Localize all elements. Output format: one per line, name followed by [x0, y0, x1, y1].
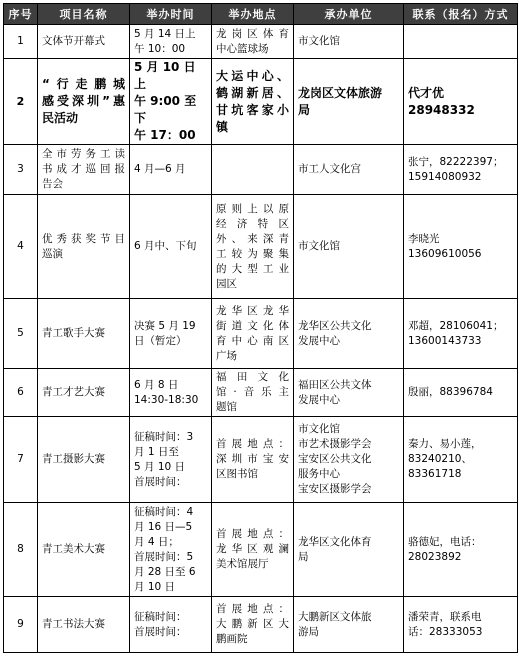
cell-no: 3 — [4, 145, 38, 195]
cell-line: 6 月 8 日 — [134, 378, 179, 391]
cell-line: 大鹏新区大 — [216, 618, 289, 630]
cell-line: 83361718 — [408, 468, 462, 480]
cell-line: 广场 — [216, 349, 237, 362]
cell-project-name — [38, 145, 130, 195]
cell-contact — [404, 59, 518, 145]
cell-line: 28948332 — [408, 102, 475, 117]
cell-contact — [404, 369, 518, 417]
cell-line: 李晓光 — [408, 232, 440, 245]
header-contact: 联系（报名）方式 — [404, 4, 518, 25]
cell-line: 青工美术大赛 — [42, 543, 105, 555]
cell-line: 征稿时间：3 — [134, 430, 194, 443]
cell-time — [130, 25, 212, 59]
cell-organizer — [294, 59, 404, 145]
cell-place — [212, 369, 294, 417]
cell-contact — [404, 299, 518, 369]
cell-line: 28023892 — [408, 550, 462, 563]
cell-line: 5 月 10 日上 — [134, 60, 196, 91]
header-row — [4, 4, 518, 25]
cell-line: 美术馆展厅 — [216, 558, 269, 570]
cell-line: 龙华区文化体育 — [298, 535, 372, 548]
cell-time — [130, 195, 212, 299]
cell-place — [212, 25, 294, 59]
cell-contact — [404, 25, 518, 59]
cell-line: 原则上以原 — [216, 202, 289, 215]
cell-line: 月 28 日至 6 — [134, 565, 196, 578]
cell-line: 秦力、易小莲， — [408, 438, 482, 450]
cell-line: 大鹏新区文体旅 — [298, 610, 372, 623]
cell-project-name — [38, 59, 130, 145]
cell-line: 甘坑客家小 — [216, 102, 289, 117]
cell-line: 青工摄影大赛 — [42, 453, 105, 465]
cell-organizer — [294, 369, 404, 417]
cell-place — [212, 299, 294, 369]
cell-line: 青工书法大赛 — [42, 618, 105, 630]
cell-place — [212, 59, 294, 145]
table-row — [4, 59, 518, 145]
cell-line: 服务中心 — [298, 468, 340, 480]
cell-line: 征稿时间： — [134, 610, 187, 623]
table-row — [4, 195, 518, 299]
cell-project-name — [38, 503, 130, 597]
table-row — [4, 25, 518, 59]
cell-contact — [404, 597, 518, 653]
cell-contact — [404, 195, 518, 299]
cell-line: 月 16 日—5 — [134, 520, 193, 533]
cell-organizer — [294, 195, 404, 299]
cell-no: 8 — [4, 503, 38, 597]
cell-time — [130, 59, 212, 145]
cell-line: 大运中心、 — [216, 68, 289, 83]
cell-no: 2 — [4, 59, 38, 145]
cell-line: 首展地点： — [216, 528, 289, 540]
table-row — [4, 597, 518, 653]
cell-contact — [404, 145, 518, 195]
table-row — [4, 503, 518, 597]
cell-line: 民活动 — [42, 111, 79, 125]
header-project-name: 项目名称 — [38, 4, 130, 25]
table-row — [4, 369, 518, 417]
cell-line: 5 月 10 日 — [134, 460, 186, 473]
cell-line: 外、来深青 — [216, 232, 289, 245]
cell-time — [130, 299, 212, 369]
header-no: 序号 — [4, 4, 38, 25]
cell-line: 经济特区 — [216, 217, 289, 230]
cell-line: 征稿时间：4 — [134, 505, 194, 518]
cell-contact — [404, 503, 518, 597]
cell-line: 6 月中、下旬 — [134, 240, 197, 252]
cell-line: 游局 — [298, 625, 319, 638]
table-row — [4, 417, 518, 503]
cell-project-name — [38, 597, 130, 653]
cell-line: 巡演 — [42, 247, 63, 260]
cell-organizer — [294, 299, 404, 369]
cell-place — [212, 503, 294, 597]
cell-line: 首展时间：5 — [134, 550, 194, 563]
cell-organizer — [294, 597, 404, 653]
cell-line: 园区 — [216, 277, 237, 290]
cell-line: 潘荣青，联系电 — [408, 610, 482, 623]
cell-line: 发展中心 — [298, 393, 340, 406]
cell-line: 13600143733 — [408, 334, 482, 347]
cell-line: 街道文化体 — [216, 319, 289, 332]
header-place: 举办地点 — [212, 4, 294, 25]
header-time: 举办时间 — [130, 4, 212, 25]
cell-line: 午 17：00 — [134, 128, 196, 142]
cell-line: 市艺术摄影学会 — [298, 438, 372, 450]
cell-line: 青工歌手大赛 — [42, 327, 105, 339]
cell-no: 5 — [4, 299, 38, 369]
table-row — [4, 299, 518, 369]
cell-line: 市文化馆 — [298, 240, 340, 252]
cell-organizer — [294, 417, 404, 503]
activity-table — [3, 3, 518, 653]
cell-line: 5 月 14 日上 — [134, 27, 196, 40]
cell-line: 工较为聚集 — [216, 247, 289, 260]
cell-place — [212, 195, 294, 299]
cell-line: 馆·音乐主 — [216, 386, 289, 398]
cell-place — [212, 145, 294, 195]
cell-line: 代才优 — [408, 85, 445, 100]
cell-line: 市文化馆 — [298, 423, 340, 435]
cell-line: 中心篮球场 — [216, 42, 269, 55]
cell-no: 4 — [4, 195, 38, 299]
cell-line: 4 月—6 月 — [134, 163, 186, 175]
cell-line: 14:30-18:30 — [134, 393, 199, 406]
cell-line: 15914080932 — [408, 170, 482, 183]
cell-line: 决赛 5 月 19 — [134, 319, 196, 332]
cell-organizer — [294, 503, 404, 597]
cell-line: 首展地点： — [216, 603, 289, 615]
cell-line: 张宁，82222397； — [408, 155, 504, 168]
cell-line: 首展地点： — [216, 438, 289, 450]
header-organizer: 承办单位 — [294, 4, 404, 25]
cell-line: 话：28333053 — [408, 625, 483, 638]
cell-line: 首展时间： — [134, 475, 187, 488]
cell-place — [212, 417, 294, 503]
cell-line: 局 — [298, 550, 309, 563]
cell-line: 月 10 日 — [134, 580, 176, 593]
cell-line — [216, 162, 289, 177]
cell-line: 龙岗区体育 — [216, 27, 289, 40]
cell-time — [130, 417, 212, 503]
cell-no: 1 — [4, 25, 38, 59]
cell-time — [130, 597, 212, 653]
cell-line: 告会 — [42, 178, 63, 190]
cell-line: “行走鹏城 — [42, 77, 125, 91]
cell-line: 宝安区摄影学会 — [298, 483, 372, 495]
cell-line: 鹏画院 — [216, 633, 248, 645]
cell-no: 9 — [4, 597, 38, 653]
cell-time — [130, 503, 212, 597]
cell-line: 日（暂定） — [134, 334, 187, 347]
cell-line: 书成才巡回报 — [42, 163, 125, 175]
cell-line: 邓超，28106041； — [408, 319, 504, 332]
cell-line: 全市劳务工读 — [42, 148, 125, 160]
cell-line: 市工人文化宫 — [298, 163, 361, 175]
cell-place — [212, 597, 294, 653]
cell-line: 优秀获奖节目 — [42, 232, 125, 245]
cell-line: 龙华区观澜 — [216, 543, 289, 555]
cell-line: 市文化馆 — [298, 35, 340, 47]
cell-line: 宝安区公共文化 — [298, 453, 372, 465]
cell-no: 6 — [4, 369, 38, 417]
cell-organizer — [294, 25, 404, 59]
cell-no: 7 — [4, 417, 38, 503]
cell-line: 午 9:00 至下 — [134, 94, 197, 125]
cell-line: 月 1 日至 — [134, 445, 179, 458]
cell-line — [408, 34, 513, 49]
cell-line: 骆德妃，电话： — [408, 535, 482, 548]
cell-project-name — [38, 195, 130, 299]
cell-line: 龙岗区文体旅游 — [298, 85, 383, 100]
table-body — [4, 25, 518, 653]
cell-line: 镇 — [216, 119, 229, 134]
cell-line: 午 10：00 — [134, 42, 186, 55]
cell-contact — [404, 417, 518, 503]
cell-line: 13609610056 — [408, 247, 482, 260]
cell-line: 青工才艺大赛 — [42, 386, 105, 398]
cell-project-name — [38, 25, 130, 59]
cell-line: 文体节开幕式 — [42, 35, 105, 47]
cell-line: 题馆 — [216, 401, 237, 413]
cell-line: 深圳市宝安 — [216, 453, 289, 465]
table-row — [4, 145, 518, 195]
cell-line: 区图书馆 — [216, 468, 258, 480]
cell-line: 83240210、 — [408, 453, 472, 465]
cell-line: 育中心南区 — [216, 334, 289, 347]
cell-line: 首展时间： — [134, 625, 187, 638]
cell-project-name — [38, 417, 130, 503]
cell-project-name — [38, 369, 130, 417]
cell-line: 月 4 日； — [134, 535, 179, 548]
cell-project-name — [38, 299, 130, 369]
cell-line: 龙华区龙华 — [216, 304, 289, 317]
cell-line: 龙华区公共文化 — [298, 319, 372, 332]
cell-line: 鹤湖新居、 — [216, 85, 289, 100]
cell-line: 发展中心 — [298, 334, 340, 347]
cell-line: 的大型工业 — [216, 262, 289, 275]
cell-organizer — [294, 145, 404, 195]
cell-line: 殷丽，88396784 — [408, 386, 493, 398]
cell-time — [130, 145, 212, 195]
cell-line: 福田文化 — [216, 371, 289, 383]
cell-line: 局 — [298, 102, 311, 117]
cell-line: 福田区公共文体 — [298, 378, 372, 391]
cell-time — [130, 369, 212, 417]
cell-line: 感受深圳”惠 — [42, 94, 125, 108]
